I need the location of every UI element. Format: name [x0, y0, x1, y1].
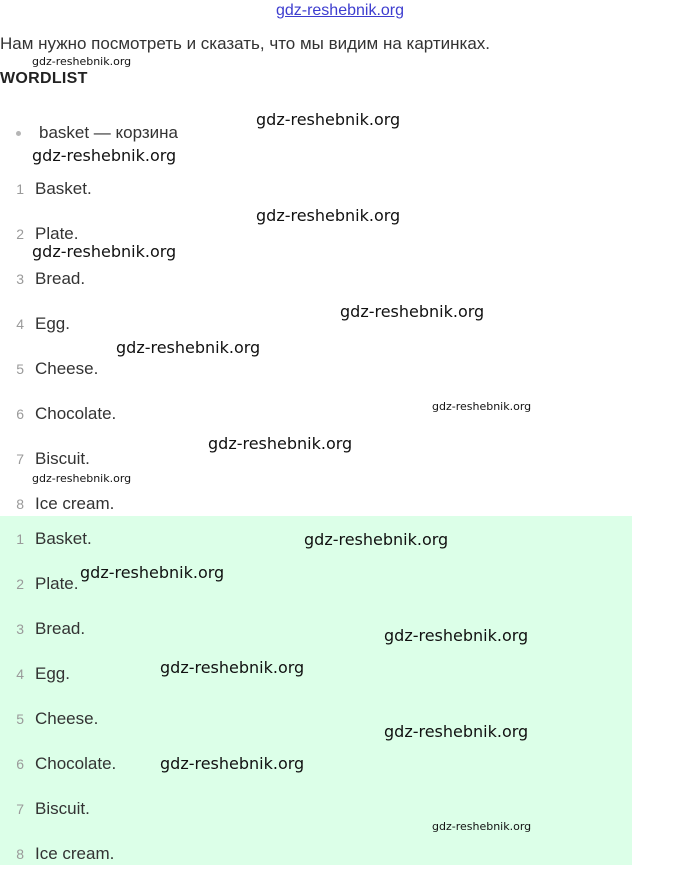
- watermark: gdz-reshebnik.org: [160, 658, 305, 677]
- item-number: 8: [16, 845, 24, 862]
- item-text: Bread.: [35, 618, 86, 638]
- item-number: 2: [16, 225, 24, 242]
- item-number: 4: [16, 315, 24, 332]
- item-number: 1: [16, 180, 24, 197]
- item-text: Basket.: [35, 528, 92, 548]
- item-number: 3: [16, 620, 24, 637]
- watermark: gdz-reshebnik.org: [116, 338, 261, 357]
- list-item: [0, 301, 632, 346]
- item-text: Egg.: [35, 663, 70, 683]
- answer-item: [0, 786, 632, 831]
- list-item: [0, 391, 632, 436]
- item-number: 3: [16, 270, 24, 287]
- item-text: Cheese.: [35, 358, 99, 378]
- wordlist-heading: WORDLIST: [0, 70, 88, 87]
- watermark: gdz-reshebnik.org: [256, 206, 401, 225]
- item-number: 2: [16, 575, 24, 592]
- list-item: [0, 256, 632, 301]
- watermark: gdz-reshebnik.org: [32, 472, 132, 485]
- watermark: gdz-reshebnik.org: [432, 400, 532, 413]
- item-text: Ice cream.: [35, 493, 115, 513]
- watermark: gdz-reshebnik.org: [160, 754, 305, 773]
- item-text: Plate.: [35, 223, 79, 243]
- watermark: gdz-reshebnik.org: [32, 55, 132, 68]
- watermark: gdz-reshebnik.org: [80, 563, 225, 582]
- watermark: gdz-reshebnik.org: [32, 242, 177, 261]
- watermark: gdz-reshebnik.org: [384, 722, 529, 741]
- answer-item: [0, 606, 632, 651]
- watermark: gdz-reshebnik.org: [384, 626, 529, 645]
- item-text: Chocolate.: [35, 403, 117, 423]
- answer-item: [0, 651, 632, 696]
- watermark: gdz-reshebnik.org: [208, 434, 353, 453]
- intro-text: Нам нужно посмотреть и сказать, что мы видим на картинках.: [0, 34, 491, 53]
- item-text: Biscuit.: [35, 448, 90, 468]
- answer-item: [0, 831, 632, 876]
- answer-item: [0, 696, 632, 741]
- item-number: 8: [16, 495, 24, 512]
- item-number: 1: [16, 530, 24, 547]
- item-number: 5: [16, 360, 24, 377]
- watermark: gdz-reshebnik.org: [32, 146, 177, 165]
- item-text: Cheese.: [35, 708, 99, 728]
- answer-item: [0, 741, 632, 786]
- item-number: 5: [16, 710, 24, 727]
- watermark: gdz-reshebnik.org: [256, 110, 401, 129]
- list-item: [0, 346, 632, 391]
- item-number: 6: [16, 755, 24, 772]
- wordlist-item: [16, 123, 178, 143]
- bullet-icon: [16, 131, 21, 136]
- wordlist-item-text: basket — корзина: [39, 123, 179, 142]
- item-text: Plate.: [35, 573, 79, 593]
- item-text: Basket.: [35, 178, 92, 198]
- item-number: 7: [16, 800, 24, 817]
- item-number: 4: [16, 665, 24, 682]
- item-number: 7: [16, 450, 24, 467]
- item-text: Bread.: [35, 268, 86, 288]
- item-text: Biscuit.: [35, 798, 90, 818]
- item-text: Chocolate.: [35, 753, 117, 773]
- item-text: Egg.: [35, 313, 70, 333]
- watermark: gdz-reshebnik.org: [432, 820, 532, 833]
- item-text: Ice cream.: [35, 843, 115, 863]
- watermark: gdz-reshebnik.org: [304, 530, 449, 549]
- watermark: gdz-reshebnik.org: [340, 302, 485, 321]
- site-link[interactable]: gdz-reshebnik.org: [275, 2, 405, 19]
- item-number: 6: [16, 405, 24, 422]
- list-item: [0, 166, 632, 211]
